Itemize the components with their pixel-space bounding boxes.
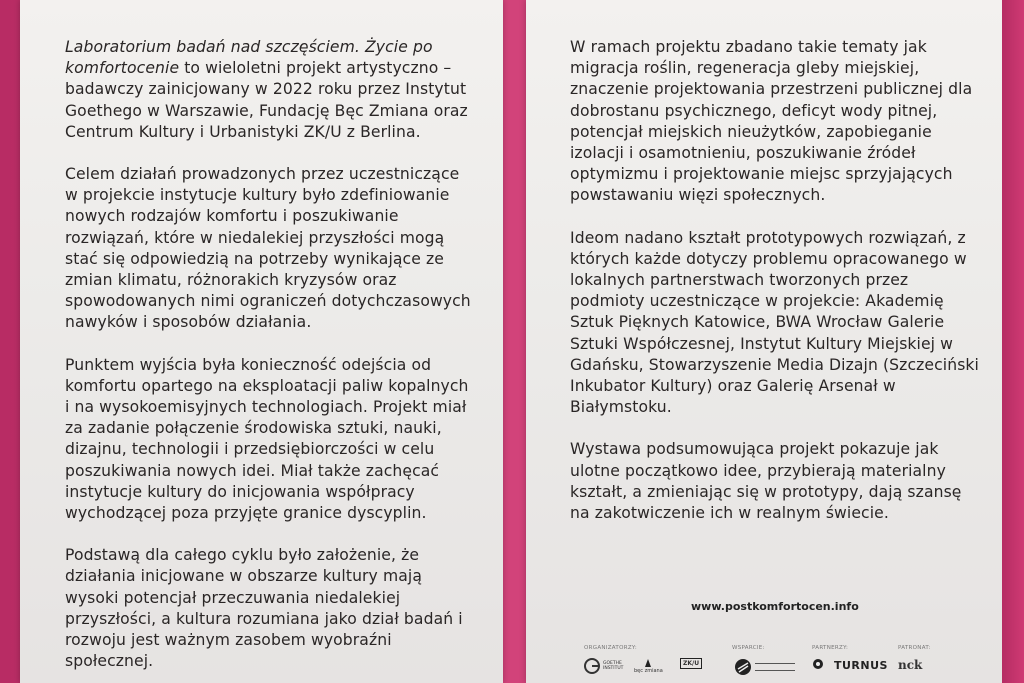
right-wall-edge <box>1002 0 1024 683</box>
right-paragraph-1: W ramach projektu zbadano takie tematy jak migracja roślin, regeneracja gleby miejskiej, znaczenie projektowania przestrzeni publicznej dla dobrostanu psychicznego, deficyt wody pitnej, potencjał miejskich nieużytków, zapobieganie izolacji i osamotnieniu, poszukiwanie źródeł optymizmu i projektowanie miejsc sprzyjających powstawaniu więzi społecznych. <box>570 38 973 205</box>
goethe-institut-logo <box>584 658 633 674</box>
turnus-logo-text: TURNUS <box>834 659 888 672</box>
support-logo-icon <box>734 658 752 676</box>
nck-logo <box>898 658 922 672</box>
right-text-panel <box>526 0 1002 683</box>
website-url: www.postkomfortocen.info <box>691 600 859 613</box>
zku-logo <box>680 658 702 669</box>
organizers-label: ORGANIZATORZY: <box>584 645 637 651</box>
right-paragraph-2: Ideom nadano kształt prototypowych rozwiązań, z których każde dotyczy problemu opracowanego w lokalnych partnerstwach tworzonych przez podmioty uczestniczące w projekcie: Akademię Sztuk Pięknych Katowice, BWA Wrocław Galerie Sztuki Współczesnej, Instytut Kultury Miejskiej w Gdańsku, Stowarzyszenie Media Dizajn (Szczeciński Inkubator Kultury) oraz Galerię Arsenał w Białymstoku. <box>570 228 979 417</box>
bec-logo-text: bęc zmiana <box>634 668 663 674</box>
goethe-logo-icon <box>584 658 600 674</box>
nck-logo-text: nck <box>898 658 923 672</box>
sponsor-logos-strip <box>584 645 954 681</box>
left-paragraph-1-text: to wieloletni projekt artystyczno – badawczy zainicjowany w 2022 roku przez Instytut Goethego w Warszawie, Fundację Bęc Zmiana oraz Centrum Kultury i Urbanistyki ZK/U z Berlina. <box>65 59 468 141</box>
left-paragraph-1 <box>65 37 473 143</box>
turnus-logo <box>834 659 888 672</box>
project-title-italic: Laboratorium badań nad szczęściem. Życie po komfortocenie <box>65 38 433 78</box>
right-paragraph-3: Wystawa podsumowująca projekt pokazuje jak ulotne początkowo idee, przybierają materialny kształt, a zmieniając się w prototypy, dają szansę na zakotwiczenie ich w realnym świecie. <box>570 440 962 523</box>
support-logo-lines <box>755 663 795 671</box>
bec-logo-icon <box>643 658 653 668</box>
bec-zmiana-logo <box>634 658 663 674</box>
left-paragraph-3: Punktem wyjścia była konieczność odejścia od komfortu opartego na eksploatacji paliw kopalnych i na wysokoemisyjnych technologiach. Projekt miał za zadanie połączenie środowiska sztuki, nauki, dizajnu, technologii i przedsiębiorczości w celu poszukiwania nowych idei. Miał także zachęcać instytucje kultury do inicjowania współpracy wychodzącej poza przyjęte granice dyscyplin. <box>65 355 469 523</box>
partner-logo-icon <box>812 658 824 670</box>
support-logo <box>734 658 795 676</box>
zku-logo-text: ZK/U <box>680 658 702 669</box>
left-paragraph-2: Celem działań prowadzonych przez uczestniczące w projekcie instytucje kultury było zdefiniowanie nowych rodzajów komfortu i poszukiwanie rozwiązań, które w niedalekiej przyszłości mogą stać się odpowiedzią na potrzeby wynikające ze zmian klimatu, różnorakich kryzysów oraz spowodowanych nimi ograniczeń dotychczasowych nawyków i sposobów działania. <box>65 165 471 332</box>
goethe-logo-text: GOETHE INSTITUT <box>603 661 624 671</box>
patronage-label: PATRONAT: <box>898 645 931 651</box>
partners-label: PARTNERZY: <box>812 645 849 651</box>
left-paragraph-4: Podstawą dla całego cyklu było założenie, że działania inicjowane w obszarze kultury mają wysoki potencjał przeczuwania niedalekiej przyszłości, a kultura rozumiana jako dział badań i rozwoju jest ważnym zasobem wyobraźni społecznej. <box>65 546 463 671</box>
support-label: WSPARCIE: <box>732 645 765 651</box>
partner-logo-1 <box>812 658 824 670</box>
left-text-panel <box>20 0 503 683</box>
